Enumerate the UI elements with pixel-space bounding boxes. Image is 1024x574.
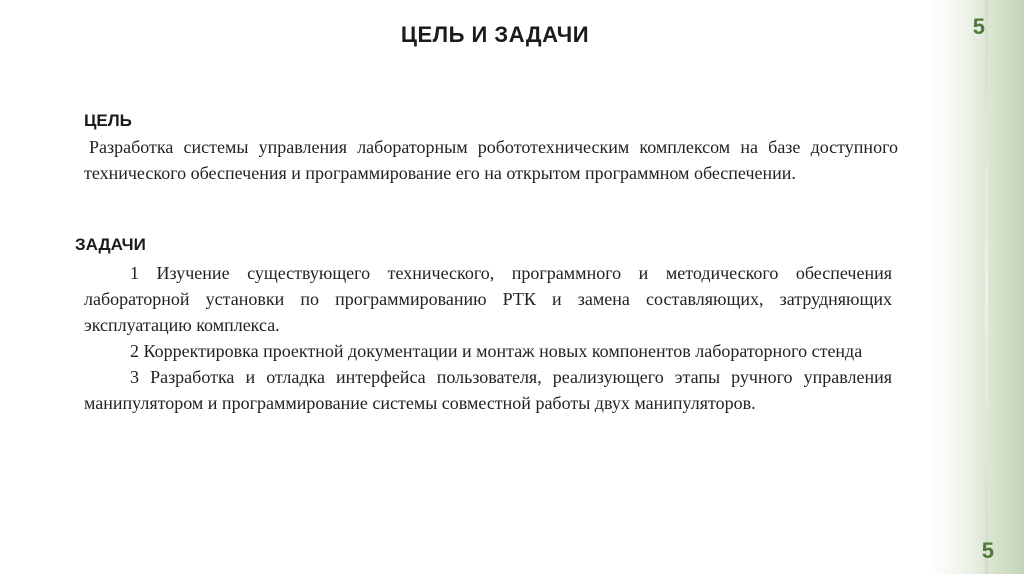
goal-heading: ЦЕЛЬ bbox=[84, 111, 132, 130]
decorative-side-band bbox=[929, 0, 1024, 574]
tasks-list bbox=[84, 260, 892, 416]
goal-text: Разработка системы управления лабораторным робототехническим комплексом на базе доступного технического обеспечения и программирование его на открытом программном обеспечении. bbox=[84, 137, 898, 183]
tasks-heading: ЗАДАЧИ bbox=[75, 235, 146, 254]
page-number-bottom: 5 bbox=[981, 538, 994, 563]
slide-title: ЦЕЛЬ И ЗАДАЧИ bbox=[400, 22, 590, 47]
page-number-top: 5 bbox=[972, 14, 985, 39]
decorative-side-line bbox=[985, 0, 988, 574]
task-item: 2 Корректировка проектной документации и монтаж новых компонентов лабораторного стенда bbox=[130, 341, 863, 361]
task-item: 1 Изучение существующего технического, программного и методического обеспечения лабораторной установки по программированию РТК и замена составляющих, затрудняющих эксплуатацию комплекса. bbox=[84, 263, 892, 335]
task-item: 3 Разработка и отладка интерфейса пользователя, реализующего этапы ручного управления манипулятором и программирование системы совместной работы двух манипуляторов. bbox=[84, 367, 892, 413]
